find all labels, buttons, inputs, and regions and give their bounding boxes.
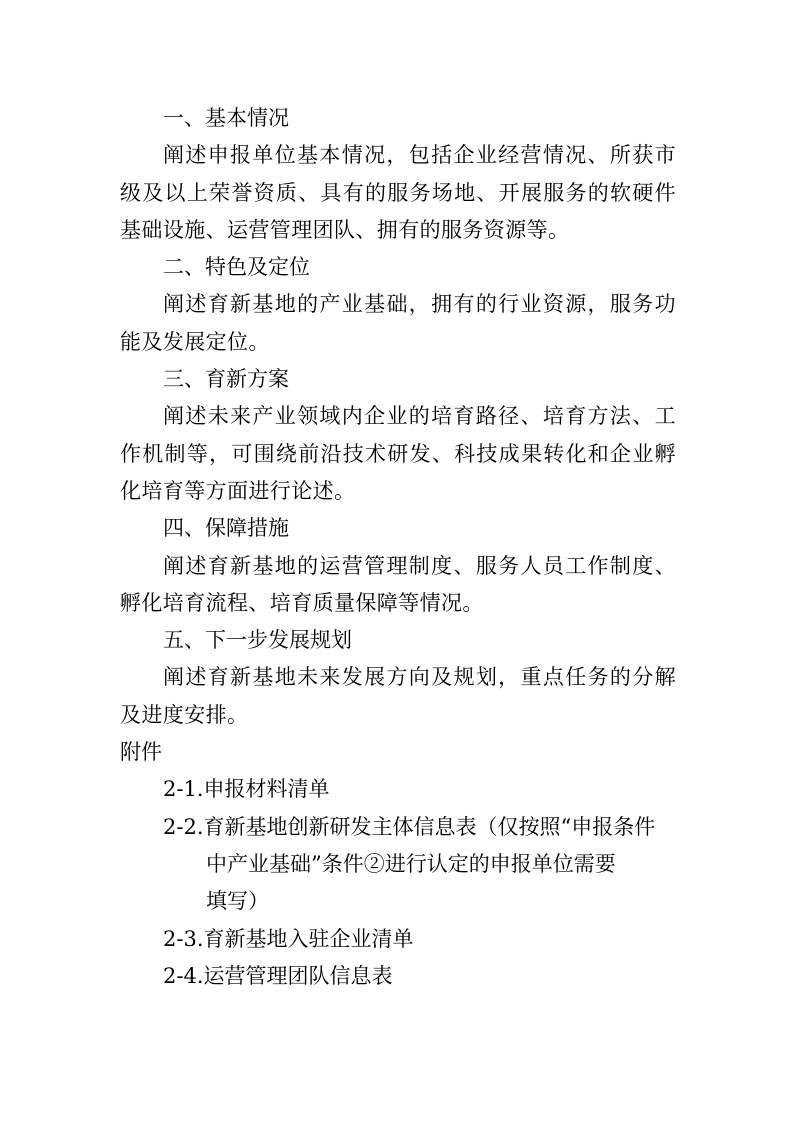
section-body: 阐述申报单位基本情况，包括企业经营情况、所获市级及以上荣誉资质、具有的服务场地、开展服务的软硬件基础设施、运营管理团队、拥有的服务资源等。: [120, 143, 676, 242]
attachment-item-line: 中产业基础”条件②进行认定的申报单位需要: [206, 851, 616, 876]
section-safeguards: [120, 510, 676, 622]
section-features-positioning: [120, 249, 676, 361]
section-development-plan: [120, 622, 676, 734]
section-body: 阐述育新基地的产业基础，拥有的行业资源，服务功能及发展定位。: [120, 292, 676, 354]
section-heading: 五、下一步发展规划: [163, 628, 352, 653]
section-body: 阐述未来产业领域内企业的培育路径、培育方法、工作机制等，可围绕前沿技术研发、科技成果转化和企业孵化培育等方面进行论述。: [120, 404, 676, 503]
section-heading: 二、特色及定位: [163, 255, 310, 280]
section-basic-info: [120, 100, 676, 249]
document-content: [120, 100, 676, 995]
section-incubation-plan: [120, 361, 676, 510]
attachment-item-line: 2-2.育新基地创新研发主体信息表（仅按照“申报条件: [163, 814, 656, 839]
attachment-item: 2-3.育新基地入驻企业清单: [163, 926, 414, 951]
section-body: 阐述育新基地的运营管理制度、服务人员工作制度、孵化培育流程、培育质量保障等情况。: [120, 553, 676, 615]
attachment-item: [120, 809, 676, 921]
attachment-item: 2-4.运营管理团队信息表: [163, 963, 393, 988]
attachment-item-line: 填写）: [206, 889, 269, 914]
section-heading: 三、育新方案: [163, 367, 289, 392]
section-heading: 四、保障措施: [163, 516, 289, 541]
attachment-item: 2-1.申报材料清单: [163, 777, 330, 802]
section-heading: 一、基本情况: [163, 106, 289, 130]
section-body: 阐述育新基地未来发展方向及规划，重点任务的分解及进度安排。: [120, 665, 676, 727]
attachments-title: 附件: [120, 740, 162, 765]
attachments-section: [120, 734, 676, 995]
